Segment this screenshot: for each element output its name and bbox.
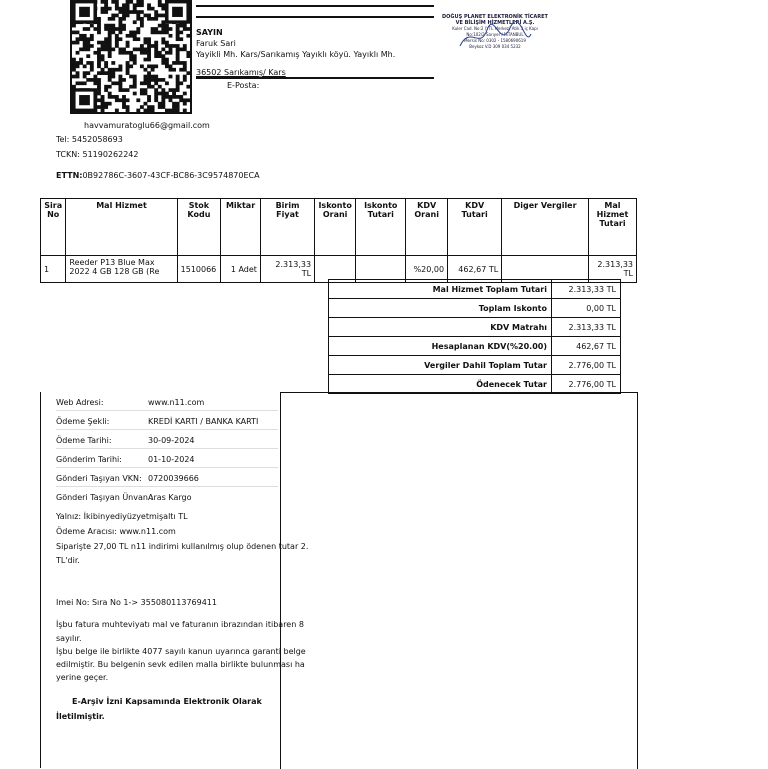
garanti-note-end: yerine geçer. bbox=[56, 673, 109, 682]
blank-frame bbox=[280, 392, 638, 769]
cell: 2.313,33 TL bbox=[588, 256, 636, 283]
row-separator bbox=[56, 410, 278, 411]
totals-label: Ödenecek Tutar bbox=[329, 375, 552, 394]
totals-label: Hesaplanan KDV(%20.00) bbox=[329, 337, 552, 356]
customer-tckn: TCKN: 51190262242 bbox=[56, 150, 139, 159]
sayin-label: SAYIN bbox=[196, 28, 223, 37]
cell: Reeder P13 Blue Max 2022 4 GB 128 GB (Re bbox=[66, 256, 177, 283]
cell: 1 Adet bbox=[221, 256, 261, 283]
totals-row bbox=[329, 299, 621, 318]
fatura-note-end: sayılır. bbox=[56, 634, 82, 643]
seller-line: No:102/2 Sarıyer / İSTANBUL bbox=[466, 32, 524, 37]
seller-line: Mersis No: 0302 - 1580690619 bbox=[464, 38, 526, 43]
col-header: Birim Fiyat bbox=[260, 199, 314, 256]
col-header: Diger Vergiler bbox=[502, 199, 589, 256]
customer-tel: Tel: 5452058693 bbox=[56, 135, 123, 144]
payment-label: Gönderi Taşıyan Ünvan : bbox=[56, 493, 154, 502]
cell: 2.313,33 TL bbox=[260, 256, 314, 283]
totals-value: 2.776,00 TL bbox=[552, 356, 621, 375]
eposta-label: E-Posta: bbox=[227, 81, 260, 90]
payment-label: Gönderim Tarihi: bbox=[56, 455, 122, 464]
row-separator bbox=[56, 486, 278, 487]
qr-code bbox=[72, 0, 190, 112]
payment-label: Ödeme Tarihi: bbox=[56, 436, 112, 445]
payment-value: Aras Kargo bbox=[148, 493, 192, 502]
indirim-text-end: TL'dir. bbox=[56, 556, 80, 565]
separator-line bbox=[196, 77, 434, 79]
payment-label: Web Adresi: bbox=[56, 398, 104, 407]
totals-value: 2.313,33 TL bbox=[552, 318, 621, 337]
col-header: KDV Orani bbox=[406, 199, 448, 256]
payment-value: KREDİ KARTI / BANKA KARTI bbox=[148, 417, 259, 426]
totals-label: Vergiler Dahil Toplam Tutar bbox=[329, 356, 552, 375]
row-separator bbox=[56, 429, 278, 430]
payment-value: 30-09-2024 bbox=[148, 436, 195, 445]
totals-label: Mal Hizmet Toplam Tutari bbox=[329, 280, 552, 299]
payment-label: Gönderi Taşıyan VKN: bbox=[56, 474, 142, 483]
totals-row bbox=[329, 318, 621, 337]
seller-line: Kuler Cad. No:2 (YTL Merkez) Atik 3 iç Kapı bbox=[452, 26, 538, 31]
col-header: KDV Tutari bbox=[448, 199, 502, 256]
totals-row bbox=[329, 280, 621, 299]
garanti-note-2: edilmiştir. Bu belgenin sevk edilen malla birlikte bulunması ha bbox=[56, 660, 305, 669]
odeme-araci-text: Ödeme Aracısı: www.n11.com bbox=[56, 527, 176, 536]
col-header: Sira No bbox=[41, 199, 66, 256]
signature-scribble bbox=[455, 20, 535, 56]
totals-row bbox=[329, 356, 621, 375]
totals-value: 2.313,33 TL bbox=[552, 280, 621, 299]
payment-label: Ödeme Şekli: bbox=[56, 417, 110, 426]
indirim-text: Siparişte 27,00 TL n11 indirimi kullanılmış olup ödenen tutar 2. bbox=[56, 542, 309, 551]
cell: 1510066 bbox=[177, 256, 221, 283]
row-separator bbox=[56, 467, 278, 468]
totals-value: 462,67 TL bbox=[552, 337, 621, 356]
col-header: Mal Hizmet bbox=[66, 199, 177, 256]
totals-table bbox=[328, 279, 621, 394]
table-header-row bbox=[41, 199, 637, 256]
cell: 462,67 TL bbox=[448, 256, 502, 283]
seller-line: VE BİLİŞİM HİZMETLERİ A.Ş. bbox=[455, 20, 535, 26]
payment-value: www.n11.com bbox=[148, 398, 205, 407]
col-header: Miktar bbox=[221, 199, 261, 256]
payment-value: 0720039666 bbox=[148, 474, 199, 483]
customer-name: Faruk Sari bbox=[196, 39, 236, 48]
separator-line bbox=[196, 5, 434, 7]
ettn-value: 0B92786C-3607-43CF-BC86-3C9574870ECA bbox=[82, 171, 260, 180]
imei-text: Imei No: Sıra No 1-> 355080113769411 bbox=[56, 598, 217, 607]
garanti-note: İşbu belge ile birlikte 4077 sayılı kanun uyarınca garanti belge bbox=[56, 647, 306, 656]
items-table bbox=[40, 198, 637, 283]
col-header: Iskonto Tutari bbox=[356, 199, 406, 256]
col-header: Mal Hizmet Tutari bbox=[588, 199, 636, 256]
totals-value: 2.776,00 TL bbox=[552, 375, 621, 394]
ettn: ETTN:0B92786C-3607-43CF-BC86-3C9574870ECA bbox=[56, 171, 260, 180]
fatura-note: İşbu fatura muhteviyatı mal ve faturanın ibrazından itibaren 8 bbox=[56, 620, 304, 629]
customer-postal: 36502 Sarıkamış/ Kars bbox=[196, 68, 286, 77]
customer-email: havvamuratoglu66@gmail.com bbox=[84, 121, 210, 130]
payment-value: 01-10-2024 bbox=[148, 455, 195, 464]
earsiv-text: E-Arşiv İzni Kapsamında Elektronik Olarak bbox=[72, 697, 262, 706]
totals-value: 0,00 TL bbox=[552, 299, 621, 318]
yalniz-text: Yalnız: İkibinyediyüzyetmişaltı TL bbox=[56, 512, 188, 521]
totals-label: Toplam Iskonto bbox=[329, 299, 552, 318]
payment-row bbox=[56, 493, 278, 507]
totals-row bbox=[329, 375, 621, 394]
row-separator bbox=[56, 448, 278, 449]
totals-row bbox=[329, 337, 621, 356]
totals-label: KDV Matrahı bbox=[329, 318, 552, 337]
col-header: Stok Kodu bbox=[177, 199, 221, 256]
separator-line bbox=[196, 16, 434, 18]
cell: %20,00 bbox=[406, 256, 448, 283]
cell: 1 bbox=[41, 256, 66, 283]
customer-address: Yayikli Mh. Kars/Sarıkamış Yayıklı köyü. Yayıklı Mh. bbox=[196, 50, 396, 59]
seller-line: Beykoz V.D 309 034 5232 bbox=[469, 44, 521, 49]
earsiv-text-2: İletilmiştir. bbox=[56, 712, 105, 721]
seller-line: DOĞUŞ PLANET ELEKTRONİK TİCARET bbox=[442, 14, 548, 20]
col-header: Iskonto Orani bbox=[315, 199, 356, 256]
